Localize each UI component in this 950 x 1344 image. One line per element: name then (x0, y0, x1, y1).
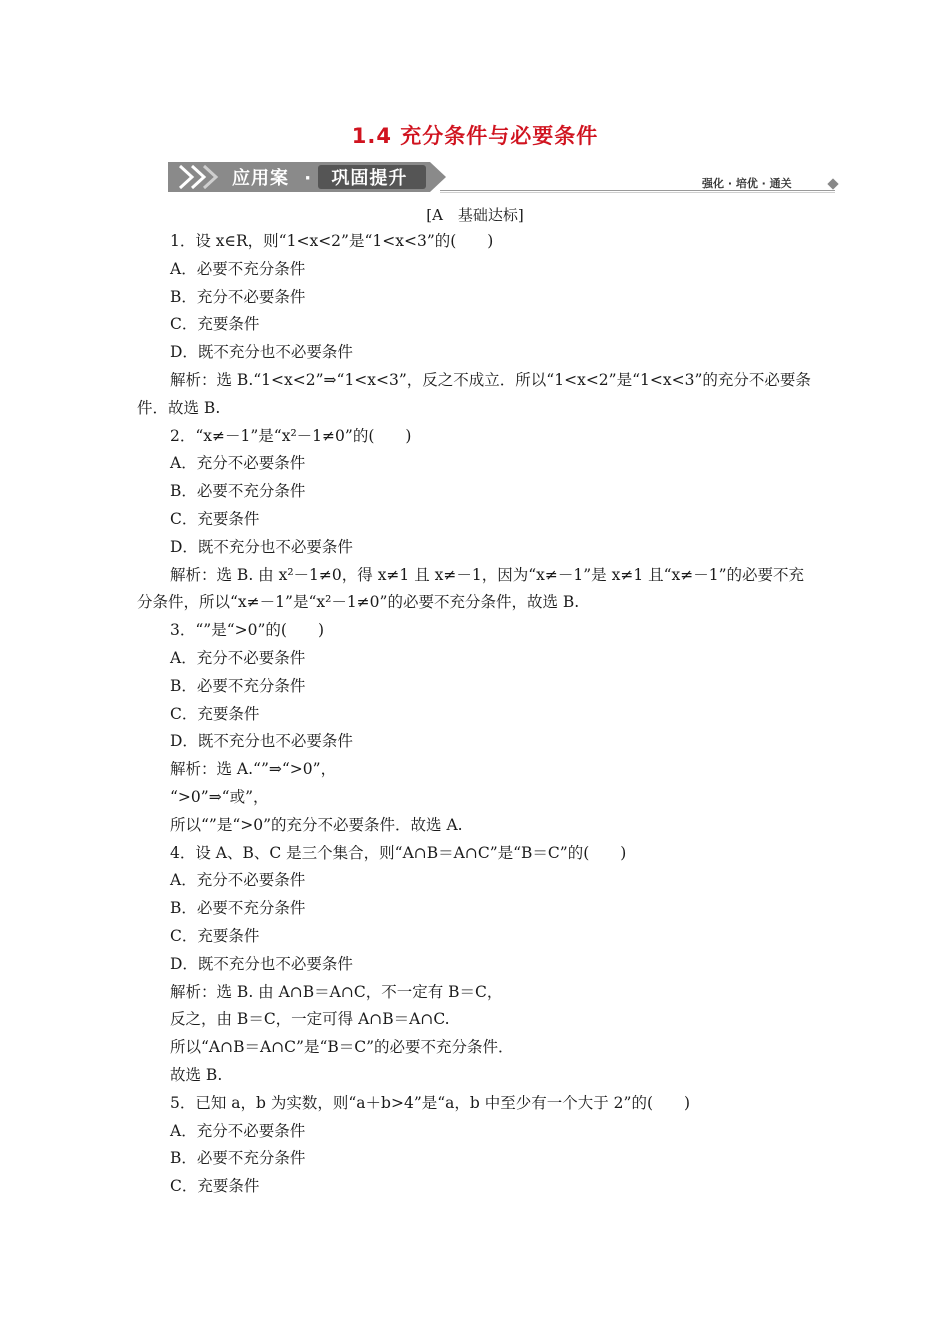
question-3: 3．“”是“>0”的( ) (170, 621, 325, 640)
option: A．充分不必要条件 (170, 648, 306, 667)
option: B．必要不充分条件 (170, 1149, 306, 1168)
option: B．必要不充分条件 (170, 676, 306, 695)
solution-2: 解析：选 B. 由 x²－1≠0，得 x≠1 且 x≠－1，因为“x≠－1”是 x≠1 且“x≠－1”的必要不充分条件，所以“x≠－1”是“x²－1≠0”的必要不充分条件，故选 B. (137, 565, 805, 612)
banner-right: 巩固提升 (331, 168, 408, 189)
section-label: [A 基础达标] (426, 206, 524, 224)
option: D．既不充分也不必要条件 (170, 343, 353, 362)
option: C．充要条件 (170, 315, 260, 334)
solution-4-line: 所以“A∩B＝A∩C”是“B＝C”的必要不充分条件． (170, 1038, 514, 1057)
solution-4-line: 解析：选 B. 由 A∩B＝A∩C，不一定有 B＝C， (170, 982, 503, 1001)
option: A．充分不必要条件 (170, 871, 306, 890)
option: A．充分不必要条件 (170, 454, 306, 473)
exercise-content (137, 228, 817, 1201)
option: D．既不充分也不必要条件 (170, 537, 353, 556)
option: C．充要条件 (170, 509, 260, 528)
solution-4-line: 反之，由 B＝C，一定可得 A∩B＝A∩C. (170, 1010, 450, 1029)
banner-tagline: 强化 · 培优 · 通关 (702, 177, 792, 190)
option: D．既不充分也不必要条件 (170, 954, 353, 973)
option: C．充要条件 (170, 704, 260, 723)
solution-4-line: 故选 B. (170, 1065, 223, 1084)
solution-3-line: 解析：选 A.“”⇒“>0”， (170, 760, 337, 779)
option: B．必要不充分条件 (170, 482, 306, 501)
option: A．充分不必要条件 (170, 1121, 306, 1140)
solution-3-line: “>0”⇒“或”， (170, 787, 269, 806)
option: C．充要条件 (170, 1177, 260, 1196)
solution-3-line: 所以“”是“>0”的充分不必要条件．故选 A. (170, 815, 463, 834)
banner-dot: · (304, 168, 313, 189)
question-2: 2．“x≠－1”是“x²－1≠0”的( ) (170, 426, 412, 445)
option: A．必要不充分条件 (170, 259, 306, 278)
question-4: 4．设 A、B、C 是三个集合，则“A∩B＝A∩C”是“B＝C”的( ) (170, 843, 627, 862)
solution-1: 解析：选 B.“1<x<2”⇒“1<x<3”，反之不成立．所以“1<x<2”是“1<x<3”的充分不必要条件．故选 B. (137, 370, 811, 417)
page-title: 1.4 充分条件与必要条件 (351, 124, 599, 148)
banner-left: 应用案 (232, 168, 289, 189)
question-5: 5．已知 a，b 为实数，则“a＋b>4”是“a，b 中至少有一个大于 2”的( ) (170, 1093, 691, 1112)
option: B．必要不充分条件 (170, 899, 306, 918)
banner-text (232, 164, 407, 190)
banner-rule-light (440, 192, 835, 193)
question-1: 1．设 x∈R，则“1<x<2”是“1<x<3”的( ) (170, 232, 494, 250)
option: D．既不充分也不必要条件 (170, 732, 353, 751)
option: C．充要条件 (170, 926, 260, 945)
diamond-icon (827, 178, 838, 189)
option: B．充分不必要条件 (170, 287, 306, 306)
